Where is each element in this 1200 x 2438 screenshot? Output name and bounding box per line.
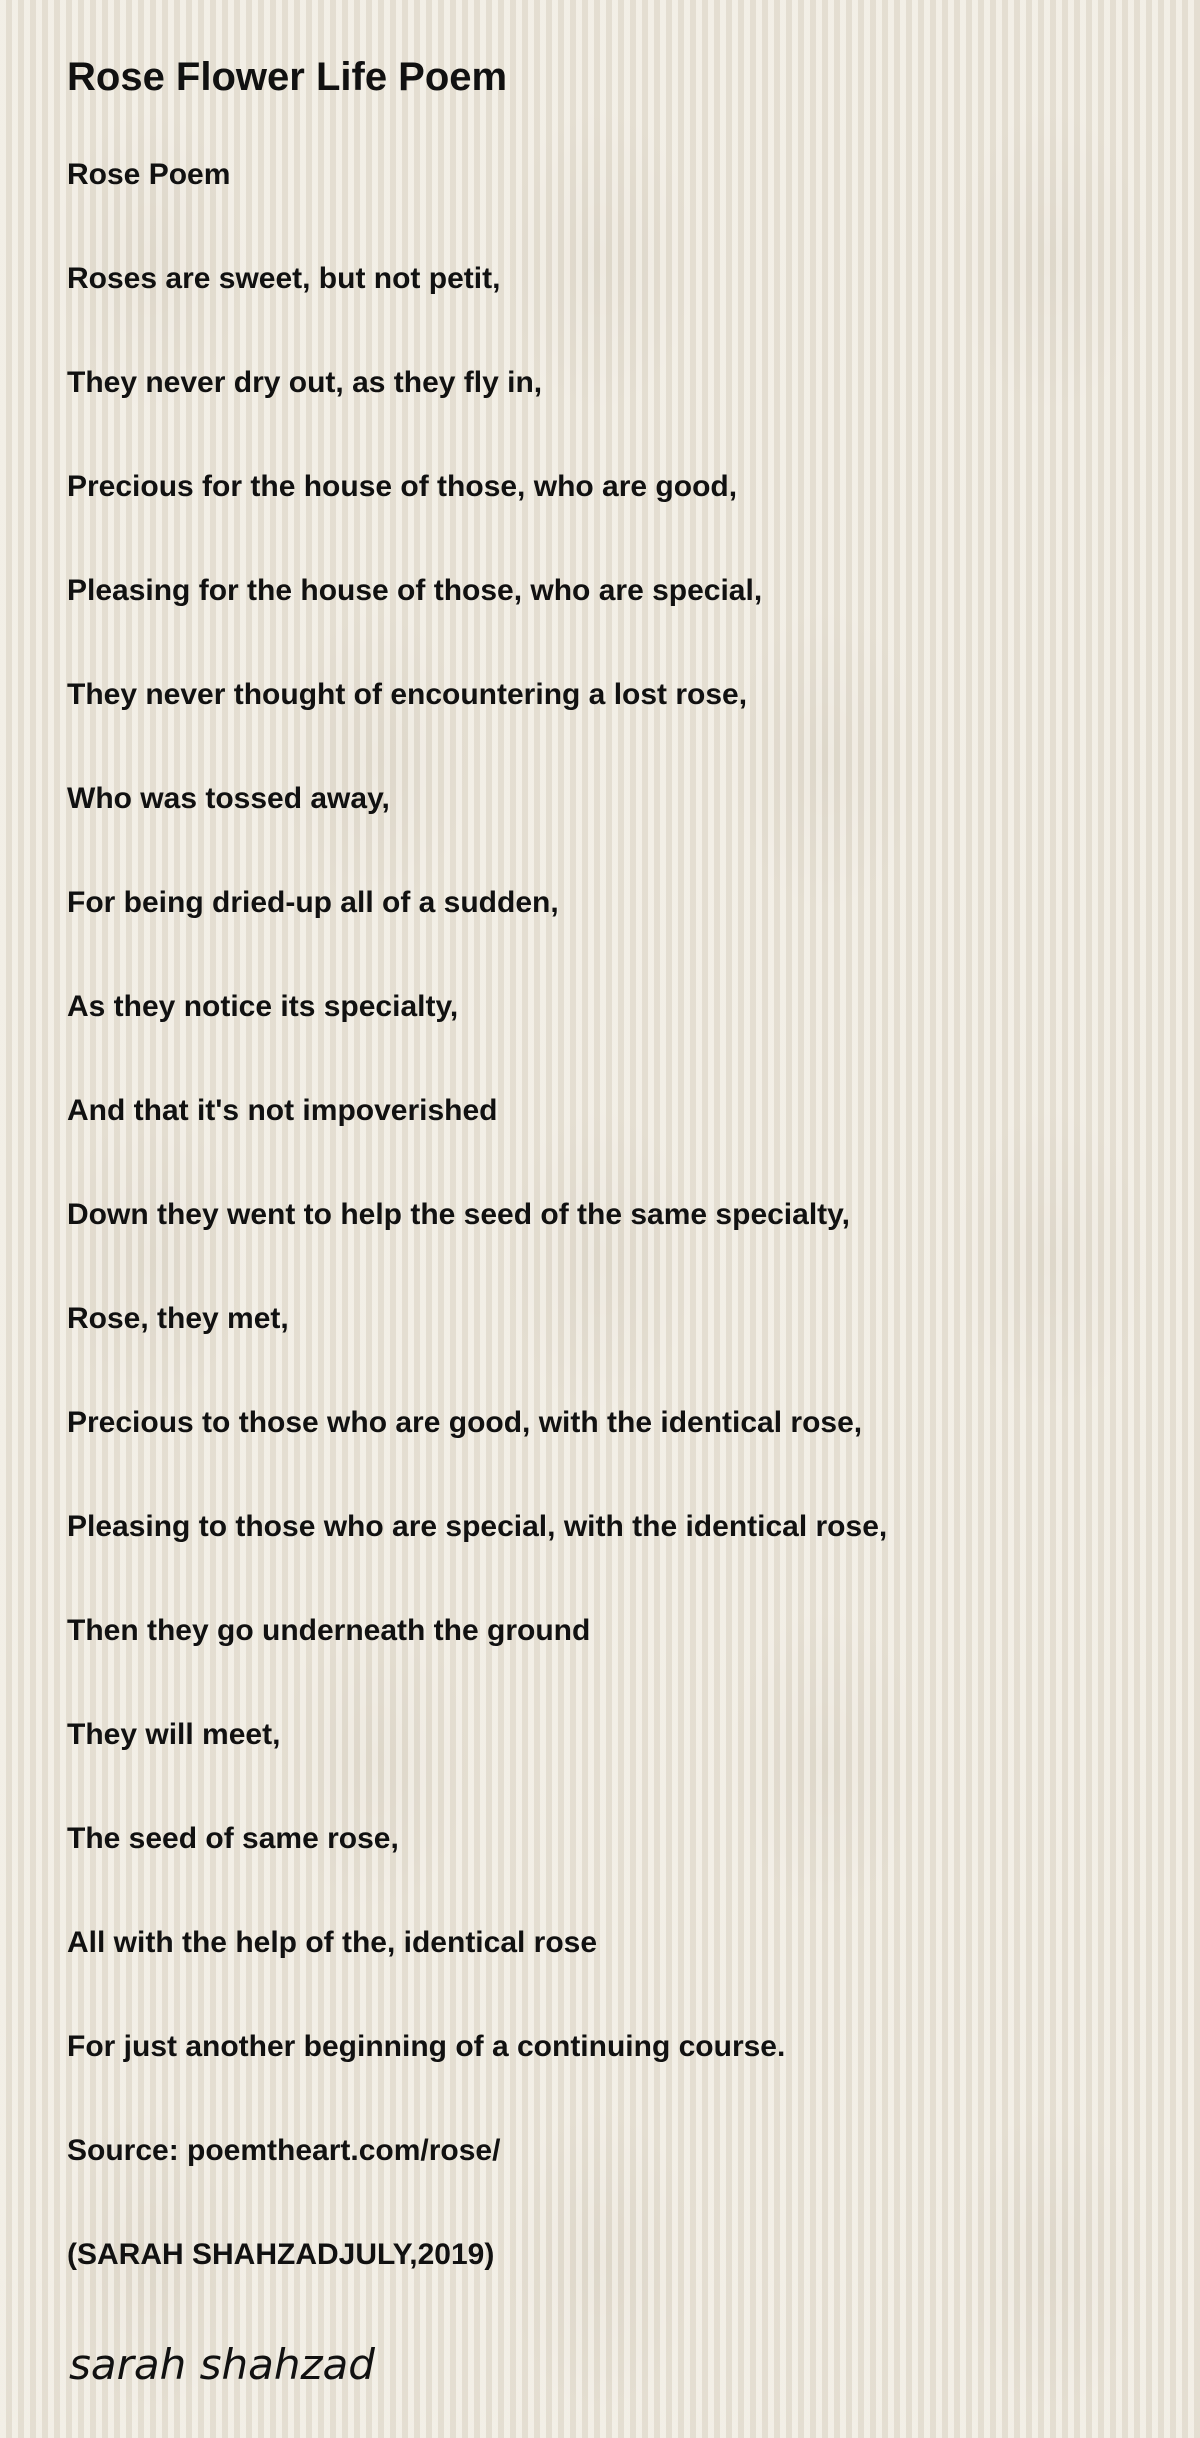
poem-line: Precious to those who are good, with the identical rose, — [67, 1406, 863, 1439]
poem-line: They never dry out, as they fly in, — [67, 366, 543, 399]
poem-line: As they notice its specialty, — [67, 990, 459, 1023]
poem-credit: (SARAH SHAHZADJULY,2019) — [67, 2238, 495, 2271]
poem-line: Pleasing for the house of those, who are special, — [67, 574, 763, 607]
poem-line: Rose Poem — [67, 158, 231, 191]
poem-line: Down they went to help the seed of the same specialty, — [67, 1198, 850, 1231]
poem-line: For just another beginning of a continuing course. — [67, 2030, 786, 2063]
poem-line: All with the help of the, identical rose — [67, 1926, 598, 1959]
poem-source: Source: poemtheart.com/rose/ — [67, 2134, 501, 2167]
poem-line: Then they go underneath the ground — [67, 1614, 591, 1647]
poem-line: For being dried-up all of a sudden, — [67, 886, 559, 919]
poem-line: And that it's not impoverished — [67, 1094, 498, 1127]
poem-line: They will meet, — [67, 1718, 281, 1751]
poem-body — [67, 148, 887, 2332]
poem-line: The seed of same rose, — [67, 1822, 399, 1855]
poem-line: Who was tossed away, — [67, 782, 390, 815]
poem-title: Rose Flower Life Poem — [67, 55, 508, 99]
poem-line: They never thought of encountering a lost rose, — [67, 678, 748, 711]
author-signature: sarah shahzad — [69, 2340, 375, 2389]
poem-line: Rose, they met, — [67, 1302, 289, 1335]
poem-line: Pleasing to those who are special, with the identical rose, — [67, 1510, 888, 1543]
poem-line: Precious for the house of those, who are good, — [67, 470, 738, 503]
poem-line: Roses are sweet, but not petit, — [67, 262, 501, 295]
